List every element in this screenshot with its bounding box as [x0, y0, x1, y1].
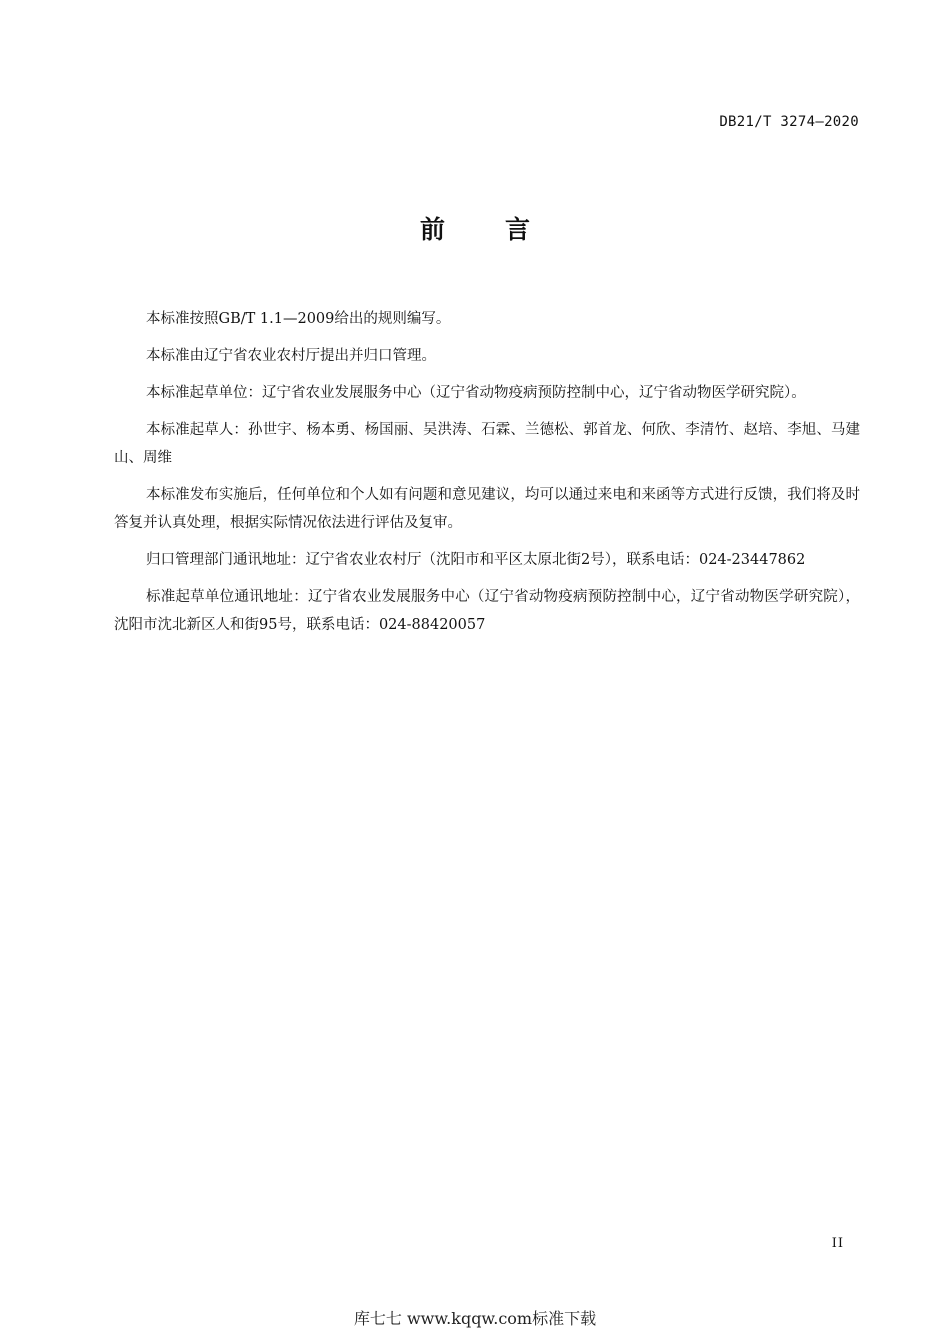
page-number: II: [831, 1236, 844, 1251]
foreword-body: [114, 305, 860, 648]
page-title: 前言: [419, 215, 590, 244]
paragraph-drafting-unit: 本标准起草单位：辽宁省农业发展服务中心（辽宁省动物疫病预防控制中心，辽宁省动物医学研究院）。: [146, 385, 806, 401]
paragraph-drafting-rules: 本标准按照GB/T 1.1—2009给出的规则编写。: [146, 311, 451, 327]
document-code: DB21/T 3274—2020: [719, 114, 859, 130]
paragraph-management-address: 归口管理部门通讯地址：辽宁省农业农村厅（沈阳市和平区太原北街2号），联系电话：024-23447862: [146, 552, 806, 568]
paragraph-feedback: 本标准发布实施后，任何单位和个人如有问题和意见建议，均可以通过来电和来函等方式进行反馈，我们将及时答复并认真处理，根据实际情况依法进行评估及复审。: [114, 487, 860, 531]
paragraph-proposer: 本标准由辽宁省农业农村厅提出并归口管理。: [146, 348, 436, 364]
watermark-text: 库七七 www.kqqw.com标准下载: [353, 1309, 597, 1328]
paragraph-drafting-unit-address: 标准起草单位通讯地址：辽宁省农业发展服务中心（辽宁省动物疫病预防控制中心，辽宁省动物医学研究院），沈阳市沈北新区人和街95号，联系电话：024-88420057: [114, 589, 860, 633]
paragraph-drafters: 本标准起草人：孙世宇、杨本勇、杨国丽、吴洪涛、石霖、兰德松、郭首龙、何欣、李清竹、赵培、李旭、马建山、周维: [114, 422, 860, 466]
